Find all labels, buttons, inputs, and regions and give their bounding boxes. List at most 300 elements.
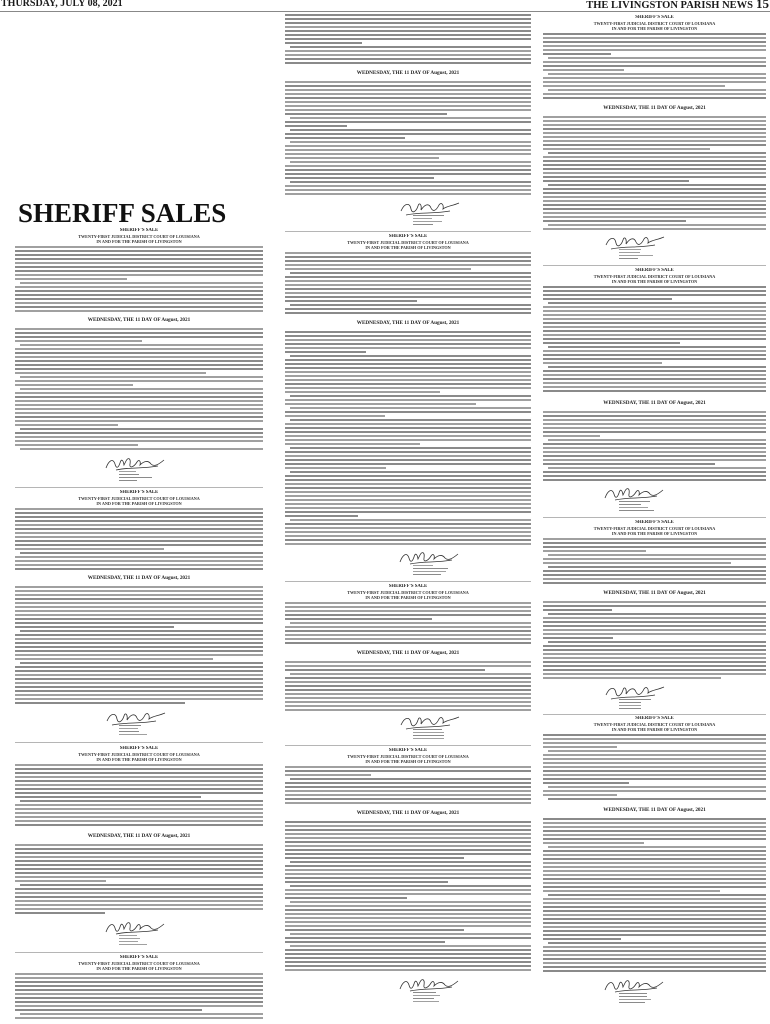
text-line [285,969,531,971]
text-line [285,403,476,405]
text-line [619,255,653,256]
signature-block [543,976,766,1006]
text-line [543,649,766,651]
text-line [543,538,766,540]
text-line [543,926,766,928]
text-line [15,602,263,604]
text-line [285,929,464,931]
text-line [285,351,366,353]
text-line [543,854,766,856]
text-line [290,395,531,397]
text-line [20,884,263,886]
text-line [543,898,766,900]
sheriff-sale-notice [543,15,766,262]
text-line [548,566,766,568]
text-line [15,618,263,620]
text-line [543,204,766,206]
text-line [15,524,263,526]
text-line [285,363,531,365]
text-line [548,750,766,752]
text-line [543,350,766,352]
text-line [15,606,263,608]
text-line [285,439,531,441]
text-line [15,262,263,264]
notice-body-text [543,33,766,101]
text-line [15,670,263,672]
signature-block [543,232,766,262]
text-line [543,322,766,324]
text-line [285,531,531,533]
text-line [548,467,766,469]
text-line [285,829,531,831]
text-line [543,826,766,828]
text-line [290,46,531,48]
text-line [119,477,152,478]
text-line [290,161,531,163]
text-line [15,372,206,374]
text-line [413,221,442,222]
text-line [285,495,531,497]
text-line [413,992,436,993]
text-line [290,355,531,357]
text-line [15,880,106,882]
text-line [543,475,766,477]
sheriff-sale-notice [15,228,263,484]
text-line [285,455,531,457]
text-line [290,673,531,675]
text-line [285,965,531,967]
text-line [15,290,263,292]
text-line [619,252,640,253]
text-line [285,798,531,800]
text-line [15,516,263,518]
court-heading-line: TWENTY-FIRST JUDICIAL DISTRICT COURT OF LOUISIANA [593,722,716,727]
text-line [285,113,447,115]
text-line [413,732,444,733]
text-line [543,874,766,876]
text-line [285,511,531,513]
text-line [15,536,263,538]
text-line [15,250,263,252]
text-line [548,846,766,848]
court-heading [15,961,263,971]
text-line [285,451,531,453]
text-line [285,415,385,417]
text-line [15,666,263,668]
text-line [543,822,766,824]
text-line [543,834,766,836]
text-line [543,910,766,912]
notice-title: SHERIFF'S SALE [635,716,674,721]
text-line [15,286,263,288]
text-line [285,905,531,907]
text-line [543,661,766,663]
text-line [543,318,766,320]
text-line [15,997,263,999]
text-line [290,419,531,421]
signature-caption [619,501,655,513]
court-heading-line: IN AND FOR THE PARISH OF LIVINGSTON [365,759,451,764]
text-line [285,308,531,310]
text-line [119,935,137,936]
text-line [285,343,531,345]
court-heading [15,752,263,762]
text-line [20,800,263,802]
text-line [413,729,442,730]
text-line [543,582,766,584]
notice-body-text [15,764,263,829]
text-line [543,33,766,35]
text-line [543,742,766,744]
text-line [285,523,531,525]
signature-caption [119,935,155,947]
sale-date: WEDNESDAY, THE 11 DAY OF August, 2021 [87,575,191,581]
text-line [285,618,432,620]
text-line [543,762,766,764]
text-line [543,746,617,748]
text-line [543,902,766,904]
notice-body-text [543,818,766,976]
text-line [543,625,766,627]
text-line [285,383,531,385]
text-line [543,160,766,162]
text-line [15,872,263,874]
text-line [15,650,263,652]
text-line [285,539,531,541]
court-heading [543,21,766,31]
text-line [15,768,263,770]
text-line [413,215,444,216]
text-line [548,641,766,643]
text-line [543,97,766,99]
text-line [619,708,642,709]
text-line [413,738,445,739]
text-line [15,792,263,794]
text-line [548,942,766,944]
text-line [15,274,263,276]
text-line [15,254,263,256]
text-line [285,463,531,465]
court-heading-line: IN AND FOR THE PARISH OF LIVINGSTON [611,279,698,284]
text-line [15,848,263,850]
text-line [285,527,531,529]
text-line [543,156,766,158]
text-line [285,881,448,883]
text-line [543,390,766,392]
text-line [285,535,531,537]
text-line [15,348,263,350]
court-heading-line: IN AND FOR THE PARISH OF LIVINGSTON [96,239,182,244]
sheriff-sale-notice [15,490,263,738]
text-line [543,665,766,667]
text-line [543,65,766,67]
text-line [15,908,263,910]
text-line [619,258,638,259]
text-line [15,368,263,370]
text-line [119,725,141,726]
text-line [285,614,531,616]
text-line [619,996,647,997]
text-line [285,606,531,608]
text-line [20,630,263,632]
sale-date: WEDNESDAY, THE 11 DAY OF August, 2021 [603,400,706,406]
text-line [413,571,446,572]
text-line [543,609,612,611]
text-line [15,412,263,414]
text-line [15,856,263,858]
text-line [15,646,263,648]
signature-caption [619,699,655,711]
text-line [15,622,263,624]
text-line [543,374,766,376]
text-line [285,499,531,501]
text-line [15,540,263,542]
text-line [285,97,531,99]
text-line [543,451,766,453]
text-line [15,528,263,530]
notice-body-text [285,331,531,548]
text-line [285,475,531,477]
text-line [285,101,531,103]
text-line [119,734,147,735]
text-line [543,962,766,964]
text-line [543,148,710,150]
text-line [285,790,531,792]
text-line [548,786,766,788]
separator-rule [15,742,263,743]
text-line [285,137,405,139]
sale-date: WEDNESDAY, THE 11 DAY OF August, 2021 [603,105,706,111]
text-line [543,459,766,461]
text-line [543,914,766,916]
text-line [290,117,531,119]
text-line [15,560,263,562]
signature-block [15,918,263,948]
text-line [285,58,531,60]
text-line [290,933,531,935]
text-line [285,367,531,369]
text-line [285,873,531,875]
signature-caption [413,729,449,741]
text-line [543,431,766,433]
text-line [285,431,531,433]
text-line [543,69,624,71]
text-line [285,268,471,270]
text-line [543,890,720,892]
text-line [285,766,531,768]
notice-title: SHERIFF'S SALE [119,955,159,960]
text-line [290,471,531,473]
text-line [285,18,531,20]
text-line [15,360,263,362]
text-line [285,634,531,636]
text-line [285,121,531,123]
text-line [543,447,766,449]
text-line [543,629,766,631]
text-line [548,894,766,896]
text-line [413,224,433,225]
text-line [543,200,766,202]
text-line [285,459,531,461]
masthead-paper-name: THE LIVINGSTON PARISH NEWS [586,0,753,11]
text-line [543,180,689,182]
text-line [285,280,531,282]
text-line [285,375,531,377]
text-line [285,443,420,445]
text-line [290,407,531,409]
text-line [15,568,263,570]
text-line [290,519,531,521]
text-line [15,336,263,338]
text-line [619,501,650,502]
text-line [15,266,263,268]
text-line [548,302,766,304]
text-line [15,294,263,296]
text-line [543,53,611,55]
text-line [15,808,263,810]
text-line [285,153,531,155]
text-line [543,370,766,372]
text-line [20,344,263,346]
text-line [543,938,621,940]
text-line [290,272,531,274]
text-line [285,937,531,939]
notice-body-text [15,508,263,571]
text-line [285,697,531,699]
text-line [413,1001,439,1002]
text-line [290,304,531,306]
text-line [15,698,263,700]
text-line [543,81,766,83]
text-line [15,764,263,766]
text-line [15,1017,263,1019]
text-line [543,669,766,671]
court-heading [15,496,263,506]
text-line [543,778,766,780]
text-line [543,870,766,872]
text-line [285,173,531,175]
text-line [15,981,263,983]
signature-caption [413,565,449,577]
text-line [285,81,531,83]
text-line [285,853,531,855]
text-line [15,820,263,822]
court-heading-line: TWENTY-FIRST JUDICIAL DISTRICT COURT OF LOUISIANA [593,21,716,26]
notice-title: SHERIFF'S SALE [119,746,159,751]
text-line [285,423,531,425]
text-line [285,133,531,135]
text-line [543,419,766,421]
text-line [543,621,766,623]
text-line [15,638,263,640]
text-line [543,558,766,560]
text-line [285,399,531,401]
text-line [285,630,531,632]
text-line [285,782,531,784]
column-right [543,0,766,1024]
text-line [285,665,531,667]
text-line [15,702,185,704]
text-line [15,278,127,280]
text-line [543,830,766,832]
text-line [285,252,531,254]
text-line [15,772,263,774]
text-line [285,849,531,851]
text-line [543,144,766,146]
text-line [285,507,531,509]
text-line [15,610,263,612]
text-line [15,420,263,422]
text-line [285,149,531,151]
text-line [543,958,766,960]
text-line [543,310,766,312]
text-line [285,491,531,493]
text-line [15,1001,263,1003]
text-line [543,378,766,380]
text-line [543,882,766,884]
notice-body-text [15,844,263,918]
court-heading-line: TWENTY-FIRST JUDICIAL DISTRICT COURT OF LOUISIANA [593,526,716,531]
text-line [15,392,263,394]
text-line [15,876,263,878]
text-line [285,833,531,835]
signature-block [15,454,263,484]
text-line [413,998,434,999]
text-line [15,444,138,446]
text-line [15,844,263,846]
text-line [15,310,263,312]
text-line [285,941,445,943]
text-line [543,128,766,130]
separator-rule [543,517,766,518]
text-line [290,861,531,863]
text-line [290,778,531,780]
text-line [543,93,766,95]
text-line [285,193,531,195]
text-line [285,515,358,517]
text-line [543,164,766,166]
text-line [285,335,531,337]
text-line [543,578,766,580]
text-line [285,610,531,612]
text-line [15,440,263,442]
text-line [285,387,531,389]
separator-rule [15,487,263,488]
text-line [15,678,263,680]
text-line [543,77,766,79]
text-line [285,921,531,923]
text-line [285,89,531,91]
text-line [543,120,766,122]
text-line [20,376,263,378]
text-line [15,1009,202,1011]
sheriff-sale-notice-continued [285,14,531,228]
text-line [15,690,263,692]
text-line [15,298,263,300]
text-line [285,30,531,32]
text-line [543,766,766,768]
text-line [543,172,766,174]
text-line [285,169,531,171]
text-line [15,384,133,386]
text-line [15,594,263,596]
notice-body-text [285,81,531,198]
text-line [285,379,531,381]
sheriff-sale-notice [15,955,263,1023]
text-line [543,673,766,675]
text-line [413,565,433,566]
text-line [285,109,531,111]
